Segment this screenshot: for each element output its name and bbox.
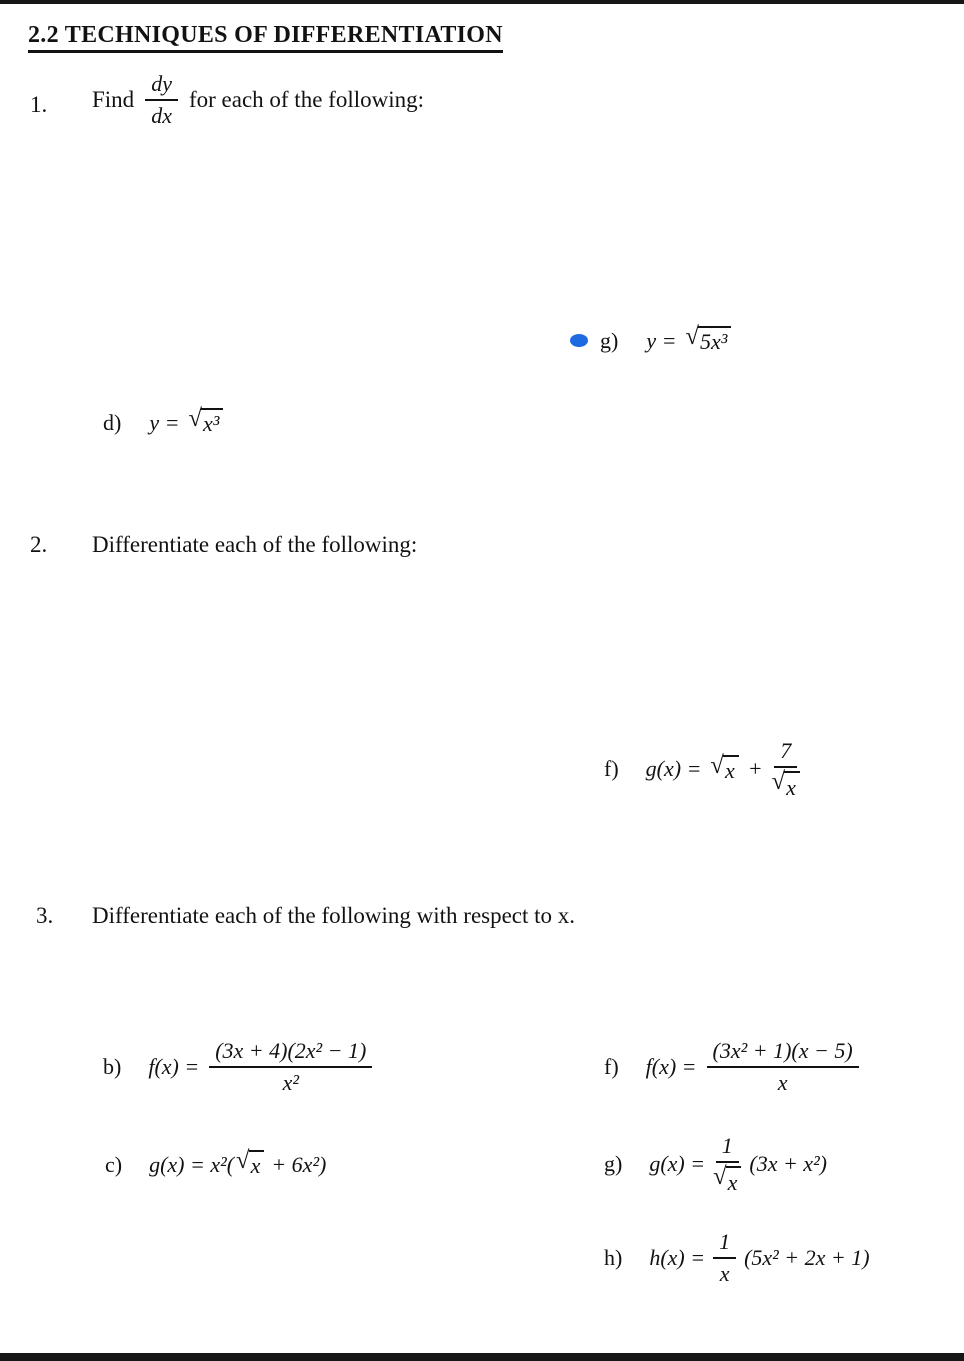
fraction [209, 1037, 372, 1096]
sqrt-radical [713, 1162, 741, 1197]
q1-prompt-find: Find [92, 86, 135, 112]
radical-symbol: √ [710, 751, 724, 779]
q1-number: 1. [30, 92, 48, 117]
problem-3h [604, 1228, 870, 1287]
fraction-denominator [772, 768, 800, 802]
expression-lhs: f(x) = [148, 1053, 200, 1079]
page-bottom-edge [0, 1353, 964, 1361]
problem-3g-label: g) [604, 1151, 623, 1176]
q1-prompt [92, 70, 424, 129]
fraction-numerator: 1 [716, 1132, 739, 1163]
worksheet-title: 2.2 TECHNIQUES OF DIFFERENTIATION [28, 22, 503, 53]
problem-1g [570, 323, 731, 355]
problem-2f-expression [646, 737, 800, 801]
fraction-numerator: (3x² + 1)(x − 5) [707, 1037, 859, 1068]
problem-3f [604, 1037, 859, 1096]
fraction-denominator: dx [151, 102, 172, 128]
fraction-denominator: x [719, 1260, 730, 1286]
problem-3c [105, 1147, 327, 1179]
fraction-denominator: x [777, 1069, 788, 1095]
problem-3f-expression [646, 1037, 859, 1096]
problem-2f [604, 737, 800, 801]
problem-3c-label: c) [105, 1151, 123, 1177]
header [28, 22, 503, 53]
expression-lhs: y = [149, 409, 180, 435]
expression-lhs: h(x) = [649, 1244, 706, 1270]
radicand: x [723, 755, 739, 784]
expression-lhs: g(x) = [645, 756, 702, 781]
fraction-numerator: (3x + 4)(2x² − 1) [209, 1037, 372, 1068]
page-top-edge [0, 0, 964, 4]
expression-lhs: f(x) = [645, 1053, 697, 1079]
problem-1d [103, 405, 223, 437]
problem-2f-label: f) [604, 756, 619, 781]
radical-symbol: √ [713, 1162, 727, 1190]
problem-3h-expression [649, 1228, 869, 1287]
fraction [772, 737, 800, 801]
problem-3b-expression [148, 1037, 372, 1096]
fraction-denominator: x² [282, 1069, 299, 1095]
sqrt-radical [685, 323, 731, 355]
radicand: x [784, 771, 800, 802]
fraction-numerator: dy [145, 70, 178, 101]
expression-lhs: g(x) = [649, 1151, 706, 1176]
expression-tail: + 6x²) [271, 1151, 327, 1177]
fraction-denominator [713, 1163, 741, 1197]
fraction-numerator: 1 [713, 1228, 736, 1259]
problem-3h-label: h) [604, 1244, 623, 1270]
radical-symbol: √ [236, 1147, 250, 1174]
problem-3b [103, 1037, 372, 1096]
problem-1d-expression [149, 405, 223, 437]
problem-1d-label: d) [103, 409, 122, 435]
radicand: x [726, 1166, 742, 1197]
q2-number: 2. [30, 532, 48, 557]
problem-3c-expression [149, 1147, 327, 1179]
expression-tail: (5x² + 2x + 1) [744, 1244, 870, 1270]
radicand: x [249, 1150, 265, 1179]
q2-prompt: Differentiate each of the following: [92, 532, 418, 557]
expression-lhs: g(x) = x²( [149, 1151, 235, 1177]
expression-tail: (3x + x²) [749, 1151, 827, 1176]
q3-prompt: Differentiate each of the following with respect to x. [92, 903, 576, 928]
problem-3b-label: b) [103, 1053, 122, 1079]
q1-prompt-rest: for each of the following: [188, 86, 424, 112]
radicand: 5x³ [698, 326, 731, 355]
fraction [713, 1228, 736, 1287]
problem-1g-label: g) [600, 327, 619, 353]
q3-number: 3. [36, 903, 54, 928]
fraction [707, 1037, 859, 1096]
dy-dx-fraction [145, 70, 178, 129]
problem-1g-expression [646, 323, 731, 355]
sqrt-radical [236, 1147, 264, 1179]
sqrt-radical [771, 767, 800, 802]
radical-symbol: √ [188, 405, 202, 432]
problem-3f-label: f) [604, 1053, 619, 1079]
radicand: x³ [201, 408, 223, 437]
radical-symbol: √ [771, 767, 786, 795]
sqrt-radical [188, 405, 223, 437]
blue-dot-marker [570, 334, 588, 347]
sqrt-radical [710, 751, 738, 784]
problem-3g [604, 1132, 827, 1196]
radical-symbol: √ [685, 323, 699, 350]
fraction [713, 1132, 741, 1196]
fraction-numerator: 7 [774, 737, 797, 768]
plus-sign: + [747, 756, 763, 781]
expression-lhs: y = [646, 327, 677, 353]
problem-3g-expression [649, 1132, 827, 1196]
